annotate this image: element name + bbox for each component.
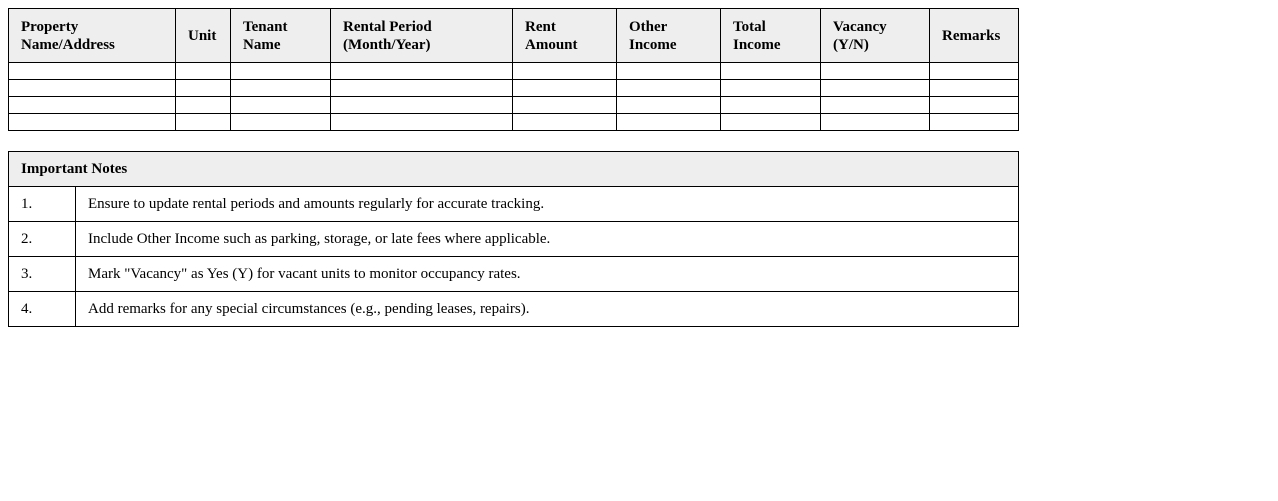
note-row (9, 292, 1019, 327)
table-cell[interactable] (513, 80, 617, 97)
table-cell[interactable] (176, 97, 231, 114)
header-remarks: Remarks (930, 9, 1019, 63)
table-cell[interactable] (9, 97, 176, 114)
table-row (9, 114, 1019, 131)
table-cell[interactable] (721, 63, 821, 80)
table-cell[interactable] (9, 63, 176, 80)
note-number: 1. (9, 187, 76, 222)
header-property-name-address: Property Name/Address (9, 9, 176, 63)
table-cell[interactable] (176, 80, 231, 97)
note-row (9, 187, 1019, 222)
note-row (9, 257, 1019, 292)
table-cell[interactable] (617, 97, 721, 114)
table-cell[interactable] (930, 114, 1019, 131)
table-row (9, 97, 1019, 114)
important-notes-table (8, 151, 1019, 327)
note-number: 4. (9, 292, 76, 327)
table-cell[interactable] (176, 63, 231, 80)
table-cell[interactable] (721, 97, 821, 114)
note-number: 2. (9, 222, 76, 257)
table-cell[interactable] (821, 80, 930, 97)
header-other-income: Other Income (617, 9, 721, 63)
note-row (9, 222, 1019, 257)
note-text: Ensure to update rental periods and amounts regularly for accurate tracking. (76, 187, 1019, 222)
table-cell[interactable] (617, 63, 721, 80)
table-cell[interactable] (9, 80, 176, 97)
table-cell[interactable] (231, 114, 331, 131)
table-cell[interactable] (331, 114, 513, 131)
header-total-income: Total Income (721, 9, 821, 63)
note-text: Include Other Income such as parking, storage, or late fees where applicable. (76, 222, 1019, 257)
rental-income-sheet (8, 8, 1018, 327)
table-cell[interactable] (721, 114, 821, 131)
table-cell[interactable] (9, 114, 176, 131)
table-cell[interactable] (331, 97, 513, 114)
header-tenant-name: Tenant Name (231, 9, 331, 63)
table-cell[interactable] (231, 80, 331, 97)
table-header-row (9, 9, 1019, 63)
rental-income-table (8, 8, 1019, 131)
table-cell[interactable] (513, 97, 617, 114)
table-cell[interactable] (821, 114, 930, 131)
table-row (9, 80, 1019, 97)
table-cell[interactable] (930, 80, 1019, 97)
header-unit: Unit (176, 9, 231, 63)
notes-title: Important Notes (9, 152, 1019, 187)
table-cell[interactable] (821, 97, 930, 114)
note-number: 3. (9, 257, 76, 292)
table-cell[interactable] (930, 97, 1019, 114)
table-row (9, 63, 1019, 80)
table-cell[interactable] (617, 80, 721, 97)
header-rental-period: Rental Period (Month/Year) (331, 9, 513, 63)
table-cell[interactable] (176, 114, 231, 131)
table-cell[interactable] (513, 63, 617, 80)
note-text: Mark "Vacancy" as Yes (Y) for vacant units to monitor occupancy rates. (76, 257, 1019, 292)
table-cell[interactable] (331, 80, 513, 97)
table-cell[interactable] (331, 63, 513, 80)
notes-header-row (9, 152, 1019, 187)
table-cell[interactable] (513, 114, 617, 131)
header-rent-amount: Rent Amount (513, 9, 617, 63)
table-cell[interactable] (617, 114, 721, 131)
note-text: Add remarks for any special circumstances (e.g., pending leases, repairs). (76, 292, 1019, 327)
table-cell[interactable] (930, 63, 1019, 80)
table-cell[interactable] (231, 97, 331, 114)
header-vacancy: Vacancy (Y/N) (821, 9, 930, 63)
table-cell[interactable] (231, 63, 331, 80)
table-cell[interactable] (721, 80, 821, 97)
table-cell[interactable] (821, 63, 930, 80)
